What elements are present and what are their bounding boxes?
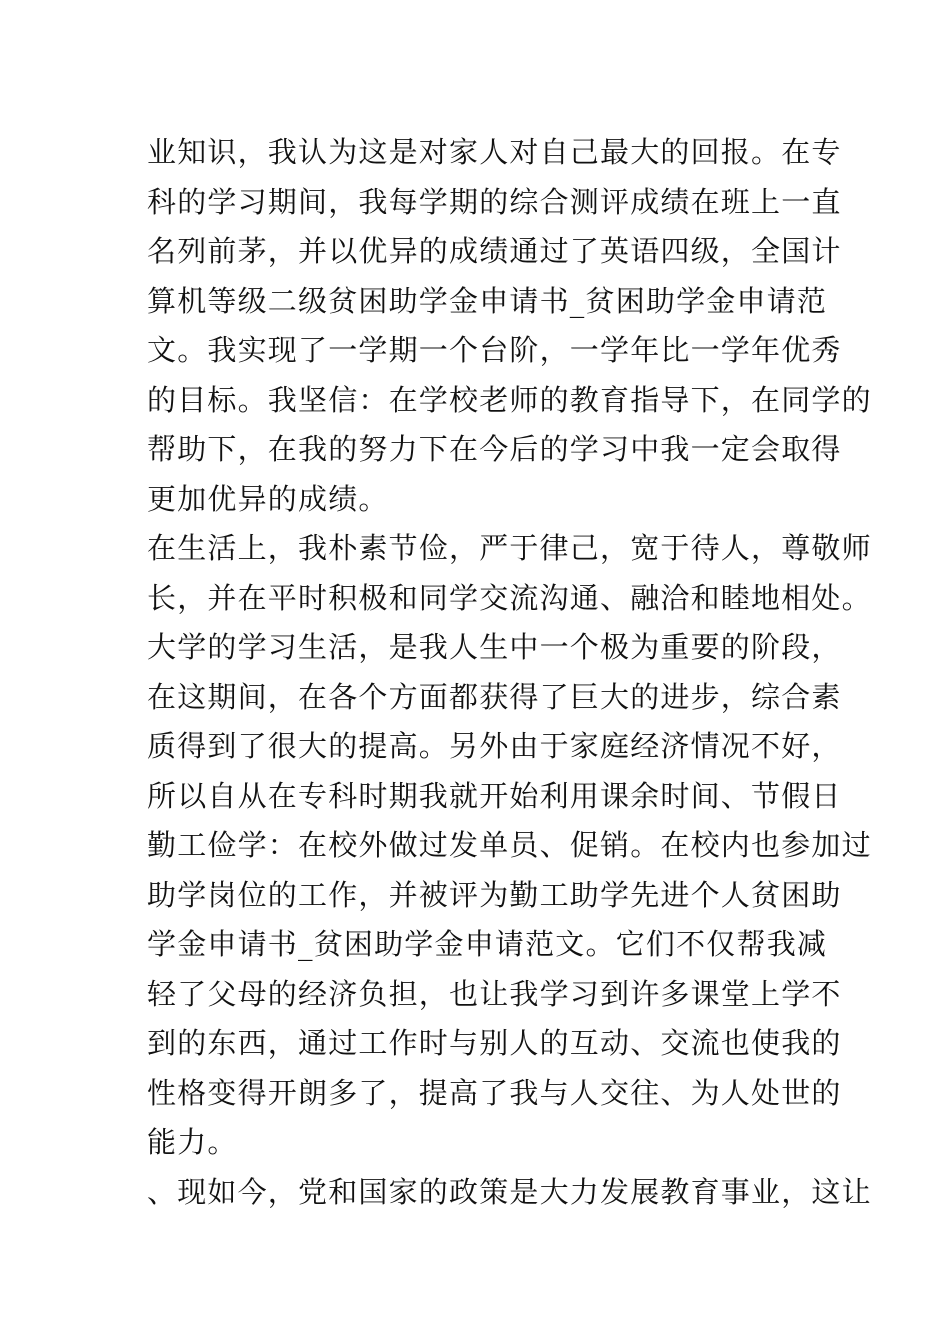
text-line: 在这期间，在各个方面都获得了巨大的进步，综合素: [147, 679, 842, 714]
text-line: 帮助下，在我的努力下在今后的学习中我一定会取得: [147, 432, 842, 466]
text-line: 所以自从在专科时期我就开始利用课余时间、节假日: [147, 778, 842, 813]
text-line: 勤工俭学：在校外做过发单员、促销。在校内也参加过: [147, 828, 872, 862]
text-line: 轻了父母的经济负担，也让我学习到许多课堂上学不: [147, 976, 842, 1011]
text-line: 到的东西，通过工作时与别人的互动、交流也使我的: [147, 1026, 842, 1060]
text-line: 名列前茅，并以优异的成绩通过了英语四级，全国计: [147, 234, 842, 268]
text-line: 文。我实现了一学期一个台阶，一学年比一学年优秀: [147, 333, 842, 367]
text-line: 能力。: [147, 1125, 238, 1159]
body-text: [147, 128, 872, 1217]
text-line: 、现如今，党和国家的政策是大力发展教育事业，这让: [147, 1174, 872, 1209]
text-line: 科的学习期间，我每学期的综合测评成绩在班上一直: [147, 184, 842, 219]
text-line: 的目标。我坚信：在学校老师的教育指导下，在同学的: [147, 382, 872, 417]
text-line: 质得到了很大的提高。另外由于家庭经济情况不好，: [147, 729, 842, 763]
text-line: 长，并在平时积极和同学交流沟通、融洽和睦地相处。: [147, 580, 872, 615]
text-line: 更加优异的成绩。: [147, 481, 389, 516]
text-line: 大学的学习生活，是我人生中一个极为重要的阶段，: [147, 630, 842, 664]
text-line: 助学岗位的工作，并被评为勤工助学先进个人贫困助: [147, 877, 842, 912]
text-line: 在生活上，我朴素节俭，严于律己，宽于待人，尊敬师: [147, 531, 872, 565]
text-line: 学金申请书_贫困助学金申请范文。它们不仅帮我减: [147, 927, 828, 961]
text-line: 性格变得开朗多了，提高了我与人交往、为人处世的: [147, 1075, 842, 1110]
text-line: 业知识，我认为这是对家人对自己最大的回报。在专: [147, 135, 842, 169]
text-line: 算机等级二级贫困助学金申请书_贫困助学金申请范: [147, 283, 828, 318]
